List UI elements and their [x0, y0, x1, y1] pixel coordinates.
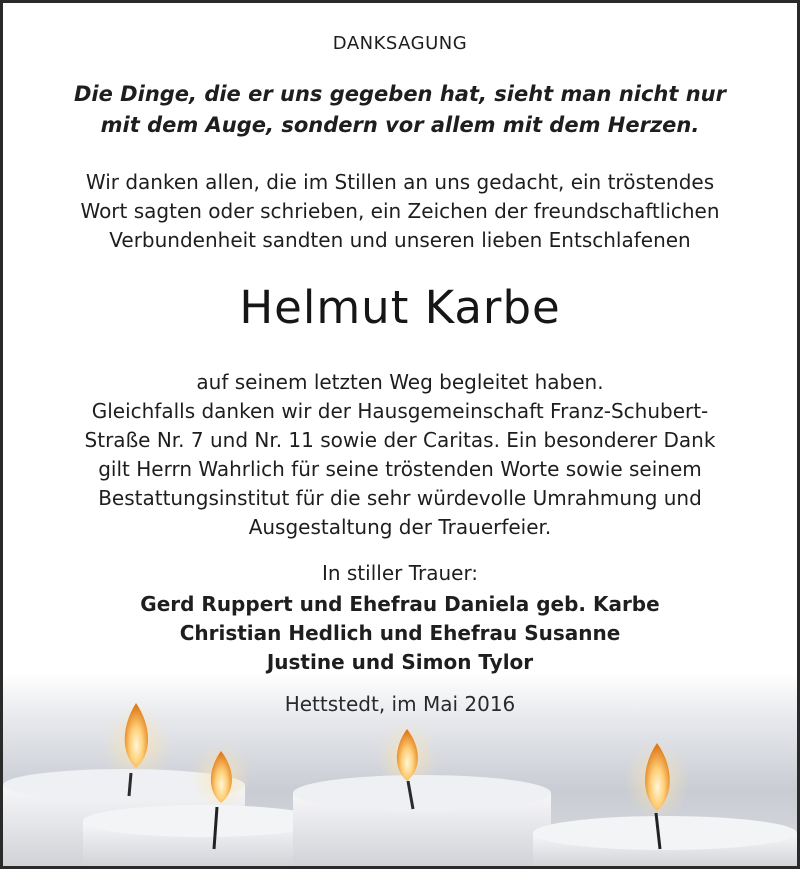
- continuation-line: Bestattungsinstitut für die sehr würdevolle Umrahmung und: [98, 486, 702, 510]
- thanks-line: Verbundenheit sandten und unseren lieben Entschlafenen: [109, 228, 691, 252]
- place-date: Hettstedt, im Mai 2016: [284, 692, 516, 716]
- mourner-name: Gerd Ruppert und Ehefrau Daniela geb. Karbe: [140, 592, 660, 616]
- mourner-name: Christian Hedlich und Ehefrau Susanne: [179, 621, 621, 645]
- quote-line: Die Dinge, die er uns gegeben hat, sieht man nicht nur: [74, 82, 726, 106]
- continuation-line: Ausgestaltung der Trauerfeier.: [248, 515, 552, 539]
- continuation-paragraph: [3, 368, 797, 542]
- mourner-name: Justine und Simon Tylor: [266, 650, 534, 674]
- continuation-line: auf seinem letzten Weg begleitet haben.: [196, 370, 604, 394]
- quote: [3, 79, 797, 141]
- mourners-list: [3, 590, 797, 677]
- quote-line: mit dem Auge, sondern vor allem mit dem Herzen.: [100, 113, 700, 137]
- notice-heading: DANKSAGUNG: [332, 33, 468, 54]
- continuation-line: Gleichfalls danken wir der Hausgemeinschaft Franz-Schubert-: [91, 399, 709, 423]
- thanks-line: Wir danken allen, die im Stillen an uns gedacht, ein tröstendes: [85, 170, 715, 194]
- thanks-line: Wort sagten oder schrieben, ein Zeichen der freundschaftlichen: [80, 199, 720, 223]
- continuation-line: gilt Herrn Wahrlich für seine tröstenden Worte sowie seinem: [98, 457, 702, 481]
- thanks-paragraph: [3, 168, 797, 255]
- deceased-name: Helmut Karbe: [239, 281, 561, 334]
- mourning-label: In stiller Trauer:: [321, 561, 479, 585]
- continuation-line: Straße Nr. 7 und Nr. 11 sowie der Caritas. Ein besonderer Dank: [84, 428, 716, 452]
